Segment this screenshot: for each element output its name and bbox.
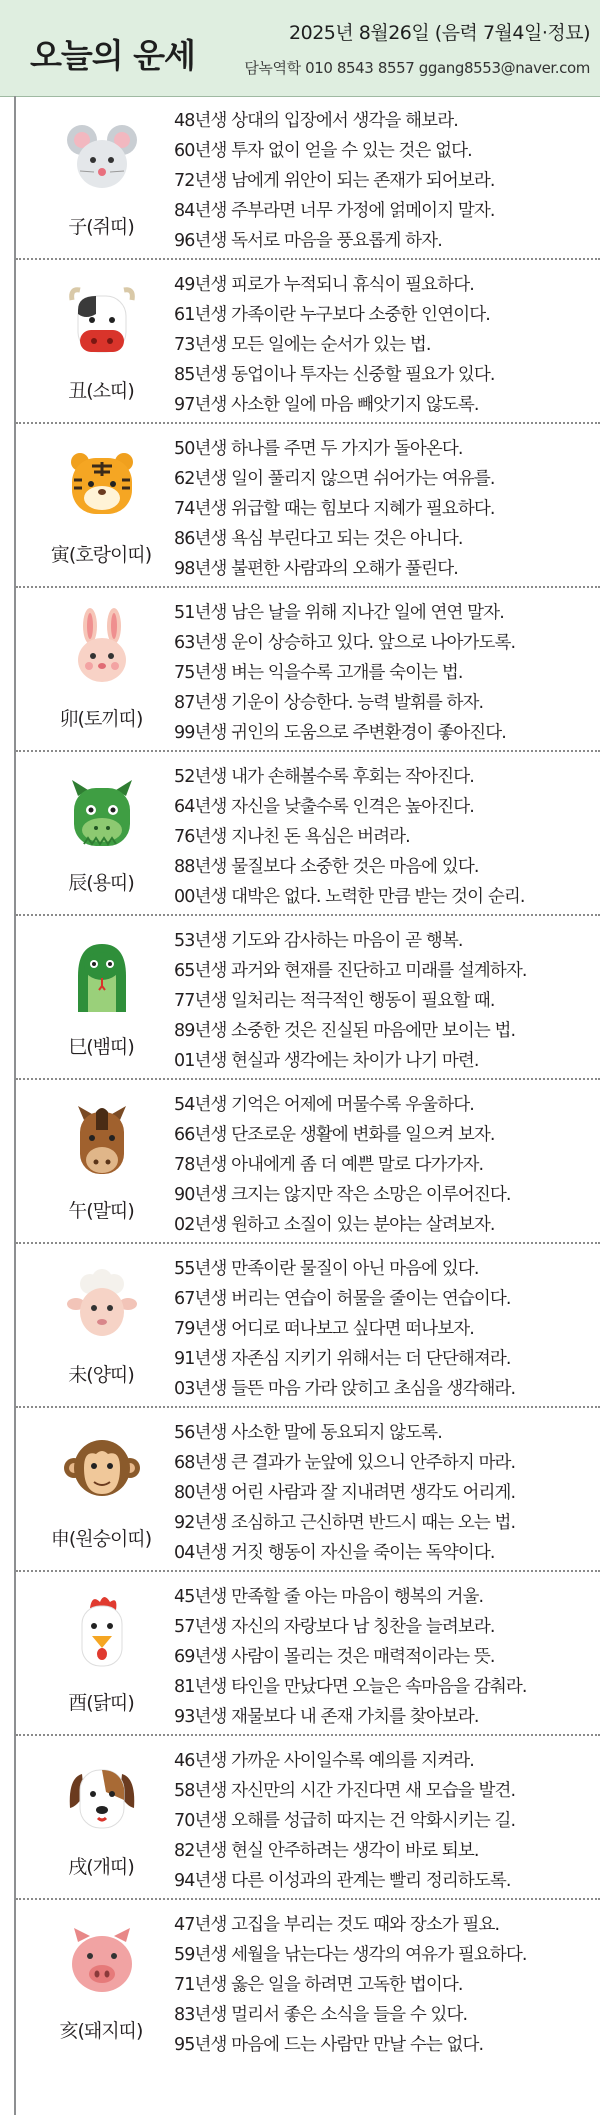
zodiac-section [16, 1900, 600, 2062]
zodiac-section [16, 1244, 600, 1408]
fortune-line: 65년생 과거와 현재를 진단하고 미래를 설계하자. [174, 961, 527, 981]
zodiac-name: 未(양띠) [68, 1364, 134, 1386]
zodiac-animal [24, 1258, 178, 1406]
fortune-lines [174, 1418, 598, 1568]
fortune-lines [174, 106, 598, 256]
fortune-line: 66년생 단조로운 생활에 변화를 일으켜 보자. [174, 1125, 495, 1145]
fortune-line: 63년생 운이 상승하고 있다. 앞으로 나아가도록. [174, 633, 516, 653]
fortune-line: 52년생 내가 손해볼수록 후회는 작아진다. [174, 767, 474, 787]
monkey-icon [62, 1428, 142, 1508]
zodiac-name: 戌(개띠) [68, 1856, 134, 1878]
fortune-line: 51년생 남은 날을 위해 지나간 일에 연연 말자. [174, 603, 504, 623]
fortune-lines [174, 434, 598, 584]
fortune-line: 95년생 마음에 드는 사람만 만날 수는 없다. [174, 2035, 484, 2055]
fortune-line: 03년생 들뜬 마음 가라 앉히고 초심을 생각해라. [174, 1379, 516, 1399]
zodiac-name: 午(말띠) [68, 1200, 134, 1222]
zodiac-section [16, 424, 600, 588]
fortune-line: 77년생 일처리는 적극적인 행동이 필요할 때. [174, 991, 495, 1011]
fortune-line: 47년생 고집을 부리는 것도 때와 장소가 필요. [174, 1915, 500, 1935]
zodiac-section [16, 1736, 600, 1900]
fortune-line: 83년생 멀리서 좋은 소식을 들을 수 있다. [174, 2005, 468, 2025]
fortune-line: 97년생 사소한 일에 마음 빼앗기지 않도록. [174, 395, 479, 415]
fortune-line: 67년생 버리는 연습이 허물을 줄이는 연습이다. [174, 1289, 511, 1309]
horse-icon [62, 1100, 142, 1180]
zodiac-animal [24, 930, 178, 1078]
fortune-lines [174, 1746, 598, 1896]
fortune-lines [174, 926, 598, 1076]
fortune-line: 02년생 원하고 소질이 있는 분야는 살려보자. [174, 1215, 495, 1235]
fortune-lines [174, 1582, 598, 1732]
header-bar [0, 0, 600, 97]
fortune-line: 64년생 자신을 낮출수록 인격은 높아진다. [174, 797, 474, 817]
fortune-line: 75년생 벼는 익을수록 고개를 숙이는 법. [174, 663, 463, 683]
zodiac-section [16, 1408, 600, 1572]
tiger-icon [62, 444, 142, 524]
rat-icon [62, 116, 142, 196]
contact-line: 담녹역학 010 8543 8557 ggang8553@naver.com [244, 59, 590, 77]
fortune-line: 98년생 불편한 사람과의 오해가 풀린다. [174, 559, 458, 579]
fortune-line: 78년생 아내에게 좀 더 예쁜 말로 다가가자. [174, 1155, 484, 1175]
fortune-line: 73년생 모든 일에는 순서가 있는 법. [174, 335, 431, 355]
fortune-line: 56년생 사소한 말에 동요되지 않도록. [174, 1423, 442, 1443]
zodiac-section [16, 752, 600, 916]
zodiac-name: 巳(뱀띠) [68, 1036, 134, 1058]
pig-icon [62, 1920, 142, 2000]
fortune-line: 71년생 옳은 일을 하려면 고독한 법이다. [174, 1975, 463, 1995]
fortune-line: 80년생 어린 사람과 잘 지내려면 생각도 어리게. [174, 1483, 516, 1503]
zodiac-name: 子(쥐띠) [68, 216, 134, 238]
fortune-line: 94년생 다른 이성과의 관계는 빨리 정리하도록. [174, 1871, 511, 1891]
fortune-lines [174, 1910, 598, 2060]
fortune-line: 50년생 하나를 주면 두 가지가 돌아온다. [174, 439, 463, 459]
sheep-icon [62, 1264, 142, 1344]
fortune-lines [174, 270, 598, 420]
zodiac-name: 寅(호랑이띠) [50, 544, 152, 566]
fortune-line: 70년생 오해를 성급히 따지는 건 악화시키는 길. [174, 1811, 516, 1831]
zodiac-animal [24, 1094, 178, 1242]
fortune-line: 68년생 큰 결과가 눈앞에 있으니 안주하지 마라. [174, 1453, 516, 1473]
fortune-line: 72년생 남에게 위안이 되는 존재가 되어보라. [174, 171, 495, 191]
rooster-icon [62, 1592, 142, 1672]
fortune-line: 87년생 기운이 상승한다. 능력 발휘를 하자. [174, 693, 484, 713]
fortune-line: 49년생 피로가 누적되니 휴식이 필요하다. [174, 275, 474, 295]
zodiac-name: 亥(돼지띠) [59, 2020, 143, 2042]
fortune-line: 88년생 물질보다 소중한 것은 마음에 있다. [174, 857, 479, 877]
zodiac-section [16, 916, 600, 1080]
zodiac-animal [24, 1914, 178, 2062]
zodiac-section [16, 1080, 600, 1244]
fortune-line: 93년생 재물보다 내 존재 가치를 찾아보라. [174, 1707, 479, 1727]
fortune-line: 62년생 일이 풀리지 않으면 쉬어가는 여유를. [174, 469, 495, 489]
zodiac-animal [24, 438, 178, 586]
fortune-line: 57년생 자신의 자랑보다 남 칭찬을 늘려보라. [174, 1617, 495, 1637]
fortune-line: 69년생 사람이 몰리는 것은 매력적이라는 뜻. [174, 1647, 495, 1667]
zodiac-section [16, 260, 600, 424]
fortune-line: 46년생 가까운 사이일수록 예의를 지켜라. [174, 1751, 474, 1771]
fortune-line: 91년생 자존심 지키기 위해서는 더 단단해져라. [174, 1349, 511, 1369]
fortune-line: 01년생 현실과 생각에는 차이가 나기 마련. [174, 1051, 479, 1071]
ox-icon [62, 280, 142, 360]
snake-icon [62, 936, 142, 1016]
fortune-lines [174, 1090, 598, 1240]
fortune-lines [174, 598, 598, 748]
fortune-lines [174, 762, 598, 912]
zodiac-name: 申(원숭이띠) [50, 1528, 152, 1550]
fortune-line: 55년생 만족이란 물질이 아닌 마음에 있다. [174, 1259, 479, 1279]
fortune-line: 48년생 상대의 입장에서 생각을 해보라. [174, 111, 458, 131]
fortune-line: 82년생 현실 안주하려는 생각이 바로 퇴보. [174, 1841, 479, 1861]
fortune-line: 92년생 조심하고 근신하면 반드시 때는 오는 법. [174, 1513, 516, 1533]
zodiac-section [16, 96, 600, 260]
dragon-icon [62, 772, 142, 852]
dog-icon [62, 1756, 142, 1836]
fortune-line: 00년생 대박은 없다. 노력한 만큼 받는 것이 순리. [174, 887, 525, 907]
zodiac-animal [24, 766, 178, 914]
fortune-line: 81년생 타인을 만났다면 오늘은 속마음을 감춰라. [174, 1677, 527, 1697]
fortune-line: 84년생 주부라면 너무 가정에 얽메이지 말자. [174, 201, 495, 221]
zodiac-name: 辰(용띠) [68, 872, 134, 894]
fortune-line: 89년생 소중한 것은 진실된 마음에만 보이는 법. [174, 1021, 516, 1041]
zodiac-animal [24, 274, 178, 422]
fortune-line: 96년생 독서로 마음을 풍요롭게 하자. [174, 231, 442, 251]
fortune-line: 76년생 지나친 돈 욕심은 버려라. [174, 827, 410, 847]
fortune-line: 60년생 투자 없이 얻을 수 있는 것은 없다. [174, 141, 472, 161]
fortune-line: 74년생 위급할 때는 힘보다 지혜가 필요하다. [174, 499, 495, 519]
zodiac-animal [24, 1586, 178, 1734]
zodiac-section [16, 1572, 600, 1736]
zodiac-name: 丑(소띠) [68, 380, 134, 402]
fortune-line: 04년생 거짓 행동이 자신을 죽이는 독약이다. [174, 1543, 495, 1563]
date-line: 2025년 8월26일 (음력 7월4일·정묘) [289, 22, 590, 44]
fortune-line: 79년생 어디로 떠나보고 싶다면 떠나보자. [174, 1319, 474, 1339]
fortune-line: 90년생 크지는 않지만 작은 소망은 이루어진다. [174, 1185, 511, 1205]
rabbit-icon [62, 608, 142, 688]
zodiac-animal [24, 1750, 178, 1898]
zodiac-name: 卯(토끼띠) [59, 708, 143, 730]
fortune-line: 61년생 가족이란 누구보다 소중한 인연이다. [174, 305, 490, 325]
fortune-line: 54년생 기억은 어제에 머물수록 우울하다. [174, 1095, 474, 1115]
zodiac-animal [24, 1422, 178, 1570]
fortune-line: 85년생 동업이나 투자는 신중할 필요가 있다. [174, 365, 495, 385]
zodiac-section [16, 588, 600, 752]
fortune-lines [174, 1254, 598, 1404]
zodiac-name: 酉(닭띠) [68, 1692, 134, 1714]
fortune-line: 59년생 세월을 낚는다는 생각의 여유가 필요하다. [174, 1945, 527, 1965]
fortune-line: 99년생 귀인의 도움으로 주변환경이 좋아진다. [174, 723, 506, 743]
zodiac-animal [24, 602, 178, 750]
fortune-line: 86년생 욕심 부린다고 되는 것은 아니다. [174, 529, 463, 549]
fortune-line: 45년생 만족할 줄 아는 마음이 행복의 거울. [174, 1587, 484, 1607]
fortune-line: 58년생 자신만의 시간 가진다면 새 모습을 발견. [174, 1781, 516, 1801]
fortune-line: 53년생 기도와 감사하는 마음이 곧 행복. [174, 931, 463, 951]
page-title: 오늘의 운세 [30, 36, 195, 75]
zodiac-animal [24, 110, 178, 258]
